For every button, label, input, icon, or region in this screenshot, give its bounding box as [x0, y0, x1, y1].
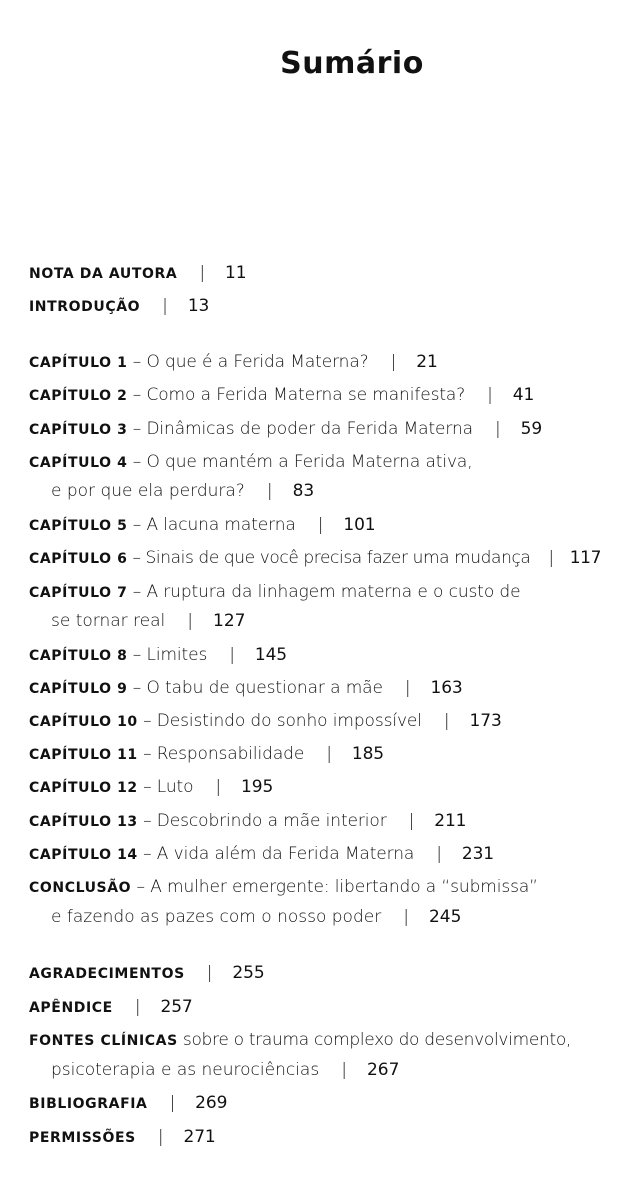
- separator: |: [326, 744, 332, 764]
- entry-label: APÊNDICE: [29, 1000, 113, 1016]
- page-title: Sumário: [280, 46, 424, 81]
- page-number: 41: [512, 385, 535, 405]
- entry-title-continuation: psicoterapia e as neurociências: [51, 1060, 320, 1080]
- separator: |: [206, 963, 213, 983]
- page-number: 13: [187, 296, 210, 316]
- entry-title: – Como a Ferida Materna se manifesta?: [127, 385, 466, 405]
- toc-entry-capitulo-4[interactable]: [29, 451, 473, 474]
- entry-label: CAPÍTULO 6: [29, 551, 128, 567]
- entry-title: – Sinais de que você precisa fazer uma mudança: [127, 548, 531, 568]
- entry-title: – Dinâmicas de poder da Ferida Materna: [127, 419, 473, 439]
- entry-label: CONCLUSÃO: [29, 880, 132, 896]
- toc-entry-capitulo-10[interactable]: [29, 710, 502, 733]
- page-number: 11: [225, 263, 247, 283]
- separator: |: [443, 711, 450, 731]
- entry-label: CAPÍTULO 14: [29, 847, 138, 863]
- page-number: 231: [461, 844, 495, 864]
- entry-label: CAPÍTULO 11: [29, 747, 138, 763]
- toc-entry-capitulo-3[interactable]: [29, 418, 542, 441]
- separator: |: [157, 1127, 164, 1147]
- entry-label: CAPÍTULO 9: [29, 681, 128, 697]
- separator: |: [266, 481, 273, 501]
- entry-label: BIBLIOGRAFIA: [29, 1096, 148, 1112]
- entry-label: INTRODUÇÃO: [29, 299, 141, 315]
- entry-label: CAPÍTULO 10: [29, 714, 138, 730]
- page-number: 163: [430, 678, 463, 698]
- page-number: 195: [241, 777, 274, 797]
- entry-title: – A vida além da Ferida Materna: [137, 844, 415, 864]
- toc-entry-agradecimentos[interactable]: [29, 962, 265, 985]
- separator: |: [215, 777, 222, 797]
- entry-label: NOTA DA AUTORA: [29, 266, 178, 282]
- entry-title: – O que mantém a Ferida Materna ativa,: [127, 452, 473, 472]
- toc-entry-capitulo-6[interactable]: [29, 547, 601, 570]
- toc-entry-capitulo-1[interactable]: [29, 351, 438, 374]
- separator: |: [403, 907, 409, 927]
- entry-title: – A ruptura da linhagem materna e o custo de: [127, 582, 521, 602]
- toc-entry-capitulo-11[interactable]: [29, 743, 384, 766]
- toc-entry-apendice[interactable]: [29, 996, 193, 1019]
- page-number: 59: [520, 419, 543, 439]
- entry-title: – Descobrindo a mãe interior: [137, 811, 387, 831]
- toc-entry-capitulo-2[interactable]: [29, 384, 534, 407]
- entry-label: CAPÍTULO 5: [29, 518, 128, 534]
- toc-entry-capitulo-7-continuation[interactable]: [51, 610, 245, 632]
- separator: |: [548, 548, 554, 568]
- entry-label: CAPÍTULO 8: [29, 648, 128, 664]
- page-number: 83: [292, 481, 315, 501]
- toc-entry-conclusao-continuation[interactable]: [51, 906, 461, 928]
- toc-entry-capitulo-5[interactable]: [29, 514, 376, 537]
- separator: |: [408, 811, 415, 831]
- page-number: 245: [428, 907, 462, 927]
- entry-title: – Desistindo do sonho impossível: [137, 711, 422, 731]
- toc-entry-capitulo-7[interactable]: [29, 581, 521, 604]
- separator: |: [390, 352, 397, 372]
- entry-label: CAPÍTULO 1: [29, 355, 128, 371]
- entry-label: CAPÍTULO 7: [29, 585, 128, 601]
- page-number: 101: [343, 515, 376, 535]
- entry-title: – Luto: [137, 777, 194, 797]
- page-number: 127: [213, 611, 246, 631]
- entry-title-continuation: se tornar real: [51, 611, 166, 631]
- entry-label: CAPÍTULO 2: [29, 388, 128, 404]
- page-number: 117: [569, 548, 601, 568]
- toc-entry-capitulo-14[interactable]: [29, 843, 494, 866]
- toc-entry-capitulo-8[interactable]: [29, 644, 287, 667]
- toc-entry-fontes-clinicas-continuation[interactable]: [51, 1059, 399, 1081]
- entry-title: sobre o trauma complexo do desenvolvimento,: [177, 1030, 572, 1050]
- entry-label: AGRADECIMENTOS: [29, 966, 185, 982]
- entry-label: CAPÍTULO 4: [29, 455, 128, 471]
- separator: |: [162, 296, 168, 316]
- toc-entry-capitulo-9[interactable]: [29, 677, 463, 700]
- entry-label: PERMISSÕES: [29, 1130, 136, 1146]
- page-number: 211: [434, 811, 467, 831]
- entry-title-continuation: e por que ela perdura?: [51, 481, 245, 501]
- toc-entry-fontes-clinicas[interactable]: [29, 1029, 571, 1052]
- page-number: 255: [232, 963, 265, 983]
- page-number: 257: [160, 997, 193, 1017]
- toc-entry-introducao[interactable]: [29, 295, 209, 318]
- entry-title: – Responsabilidade: [137, 744, 305, 764]
- entry-title: – A mulher emergente: libertando a “submissa”: [131, 877, 538, 897]
- entry-title: – A lacuna materna: [127, 515, 296, 535]
- entry-label: CAPÍTULO 3: [29, 422, 128, 438]
- toc-entry-nota-da-autora[interactable]: [29, 262, 246, 285]
- separator: |: [436, 844, 442, 864]
- entry-title: – O que é a Ferida Materna?: [127, 352, 369, 372]
- toc-entry-capitulo-12[interactable]: [29, 776, 273, 799]
- separator: |: [229, 645, 235, 665]
- toc-entry-conclusao[interactable]: [29, 876, 538, 899]
- page-number: 271: [183, 1127, 216, 1147]
- toc-entry-bibliografia[interactable]: [29, 1092, 227, 1115]
- separator: |: [494, 419, 501, 439]
- entry-label: FONTES CLÍNICAS: [29, 1033, 178, 1049]
- page-number: 21: [416, 352, 438, 372]
- separator: |: [317, 515, 324, 535]
- page-number: 267: [366, 1060, 400, 1080]
- entry-title: – O tabu de questionar a mãe: [127, 678, 383, 698]
- toc-entry-capitulo-4-continuation[interactable]: [51, 480, 314, 502]
- separator: |: [134, 997, 141, 1017]
- entry-title-continuation: e fazendo as pazes com o nosso poder: [51, 907, 382, 927]
- entry-label: CAPÍTULO 12: [29, 780, 138, 796]
- toc-entry-permissoes[interactable]: [29, 1126, 216, 1149]
- entry-label: CAPÍTULO 13: [29, 814, 138, 830]
- separator: |: [487, 385, 493, 405]
- page-number: 145: [254, 645, 288, 665]
- separator: |: [169, 1093, 176, 1113]
- separator: |: [199, 263, 205, 283]
- page-number: 173: [469, 711, 502, 731]
- page-number: 185: [351, 744, 385, 764]
- separator: |: [341, 1060, 347, 1080]
- separator: |: [187, 611, 194, 631]
- page-number: 269: [195, 1093, 228, 1113]
- entry-title: – Limites: [127, 645, 208, 665]
- toc-entry-capitulo-13[interactable]: [29, 810, 466, 833]
- separator: |: [404, 678, 411, 698]
